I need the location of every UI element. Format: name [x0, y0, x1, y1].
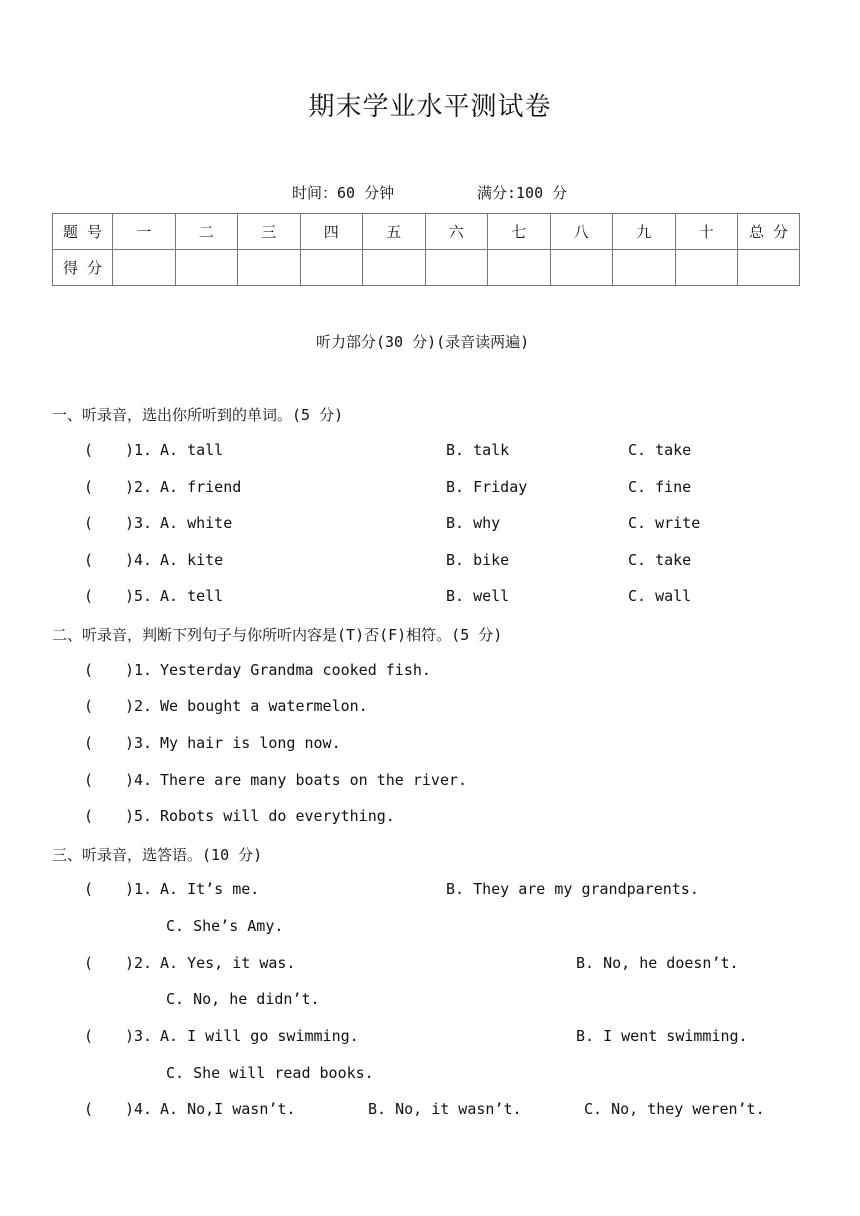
option-b: B. Friday: [446, 478, 528, 496]
option-c: C. take: [628, 551, 692, 569]
question-number: )4.: [125, 551, 153, 569]
score-cell[interactable]: [738, 250, 800, 286]
answer-blank[interactable]: (: [84, 1100, 94, 1118]
exam-title: 期末学业水平测试卷: [308, 92, 552, 122]
statement-text: Yesterday Grandma cooked fish.: [160, 661, 431, 679]
score-cell[interactable]: [113, 250, 176, 286]
statement-text: My hair is long now.: [160, 734, 341, 752]
statement-text: Robots will do everything.: [160, 807, 395, 825]
option-b: B. No, he doesn’t.: [576, 954, 739, 972]
answer-blank[interactable]: (: [84, 954, 94, 972]
question-number: )3.: [125, 514, 153, 532]
option-c: C. wall: [628, 587, 692, 605]
question-number: )4.: [125, 1100, 153, 1118]
option-b: B. well: [446, 587, 510, 605]
answer-blank[interactable]: (: [84, 551, 94, 569]
score-cell[interactable]: [613, 250, 676, 286]
score-table: [52, 213, 800, 286]
column-header: 一: [113, 214, 176, 250]
column-header: 三: [238, 214, 301, 250]
option-a: A. It’s me.: [160, 880, 260, 898]
column-header: 八: [550, 214, 613, 250]
column-header: 四: [300, 214, 363, 250]
answer-blank[interactable]: (: [84, 661, 94, 679]
answer-blank[interactable]: (: [84, 514, 94, 532]
score-cell[interactable]: [300, 250, 363, 286]
question-number: )1.: [125, 661, 153, 679]
question-number: )2.: [125, 697, 153, 715]
score-cell[interactable]: [550, 250, 613, 286]
question-number: )3.: [125, 1027, 153, 1045]
answer-blank[interactable]: (: [84, 880, 94, 898]
question-number: )4.: [125, 771, 153, 789]
answer-blank[interactable]: (: [84, 587, 94, 605]
question-number: )2.: [125, 954, 153, 972]
answer-blank[interactable]: (: [84, 734, 94, 752]
question-number: )2.: [125, 478, 153, 496]
option-b: B. why: [446, 514, 501, 532]
question-number: )5.: [125, 587, 153, 605]
option-c: C. take: [628, 441, 692, 459]
option-a: A. tell: [160, 587, 224, 605]
score-table-header-row: [53, 214, 800, 250]
score-cell[interactable]: [238, 250, 301, 286]
option-c: C. She will read books.: [166, 1064, 374, 1082]
answer-blank[interactable]: (: [84, 771, 94, 789]
option-c: C. No, he didn’t.: [166, 990, 320, 1008]
option-b: B. talk: [446, 441, 510, 459]
question-number: )1.: [125, 441, 153, 459]
option-b: B. I went swimming.: [576, 1027, 748, 1045]
column-header: 总 分: [738, 214, 800, 250]
option-a: A. friend: [160, 478, 242, 496]
full-score: 满分:100 分: [477, 184, 568, 202]
option-a: A. kite: [160, 551, 224, 569]
score-cell[interactable]: [675, 250, 738, 286]
option-b: B. bike: [446, 551, 510, 569]
column-header: 五: [363, 214, 426, 250]
option-c: C. fine: [628, 478, 692, 496]
option-a: A. tall: [160, 441, 224, 459]
option-c: C. She’s Amy.: [166, 917, 284, 935]
answer-blank[interactable]: (: [84, 807, 94, 825]
time-limit: 时间：60 分钟: [292, 184, 395, 202]
header-label: 题 号: [53, 214, 113, 250]
option-a: A. Yes, it was.: [160, 954, 296, 972]
option-b: B. No, it wasn’t.: [368, 1100, 522, 1118]
row-label: 得 分: [53, 250, 113, 286]
score-cell[interactable]: [488, 250, 551, 286]
statement-text: There are many boats on the river.: [160, 771, 468, 789]
question-number: )5.: [125, 807, 153, 825]
column-header: 二: [175, 214, 238, 250]
statement-text: We bought a watermelon.: [160, 697, 368, 715]
column-header: 六: [425, 214, 488, 250]
option-a: A. No,I wasn’t.: [160, 1100, 296, 1118]
answer-blank[interactable]: (: [84, 478, 94, 496]
option-c: C. No, they weren’t.: [584, 1100, 765, 1118]
listening-section-header: 听力部分(30 分)(录音读两遍): [316, 333, 530, 351]
score-cell[interactable]: [363, 250, 426, 286]
section-3-heading: 三、听录音，选答语。(10 分): [52, 846, 263, 864]
answer-blank[interactable]: (: [84, 697, 94, 715]
score-table-score-row: [53, 250, 800, 286]
option-a: A. white: [160, 514, 233, 532]
option-b: B. They are my grandparents.: [446, 880, 699, 898]
column-header: 九: [613, 214, 676, 250]
section-1-heading: 一、听录音，选出你所听到的单词。(5 分): [52, 406, 344, 424]
question-number: )1.: [125, 880, 153, 898]
option-c: C. write: [628, 514, 701, 532]
option-a: A. I will go swimming.: [160, 1027, 359, 1045]
column-header: 七: [488, 214, 551, 250]
answer-blank[interactable]: (: [84, 441, 94, 459]
score-cell[interactable]: [425, 250, 488, 286]
answer-blank[interactable]: (: [84, 1027, 94, 1045]
question-number: )3.: [125, 734, 153, 752]
section-2-heading: 二、听录音，判断下列句子与你所听内容是(T)否(F)相符。(5 分): [52, 626, 503, 644]
column-header: 十: [675, 214, 738, 250]
score-cell[interactable]: [175, 250, 238, 286]
